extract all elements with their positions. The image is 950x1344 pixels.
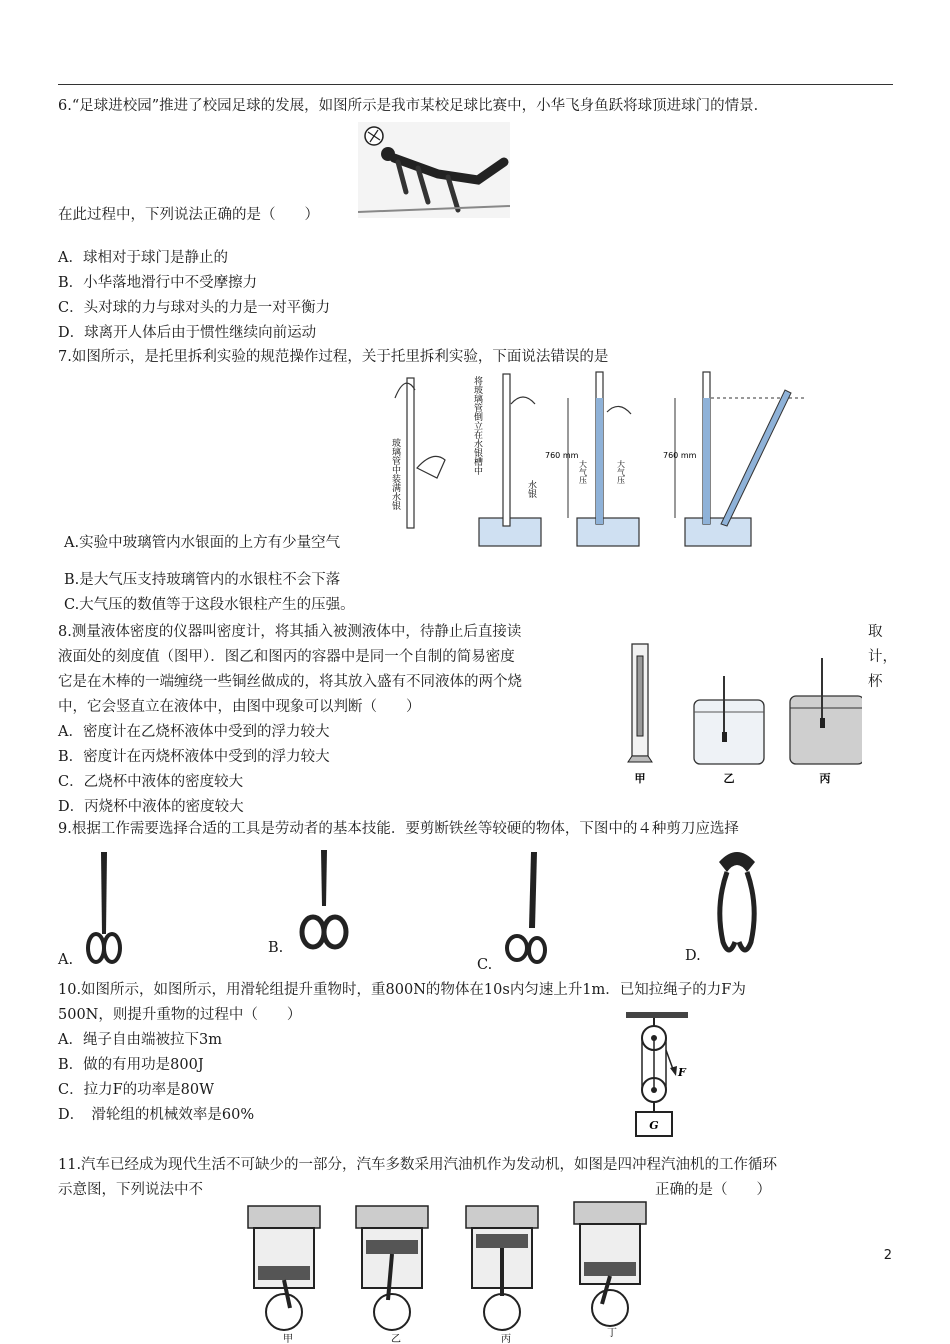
label-bing: 丙 <box>819 772 831 785</box>
q9-stem: 9.根据工作需要选择合适的工具是劳动者的基本技能．要剪断铁丝等较硬的物体，下图中的４种剪刀应选择 <box>58 821 739 837</box>
label-760b: 760 mm <box>663 451 697 460</box>
q10-pulley-figure <box>622 1010 694 1140</box>
q10-option-d: D． 滑轮组的机械效率是60% <box>58 1107 255 1123</box>
q9-label-b: B. <box>268 940 284 956</box>
q9-label-d: D. <box>685 948 701 964</box>
q7-torricelli-figure <box>385 368 815 552</box>
q6-stem2: 在此过程中，下列说法正确的是（ ） <box>58 207 319 223</box>
q8-line3: 它是在木棒的一端缠绕一些铜丝做成的，将其放入盛有不同液体的两个烧 <box>58 674 522 690</box>
label-yi: 乙 <box>391 1334 401 1344</box>
q10-option-a: A．绳子自由端被拉下3m <box>58 1032 222 1048</box>
q10-option-b: B．做的有用功是800J <box>58 1057 204 1073</box>
q10-option-c: C．拉力F的功率是80W <box>58 1082 215 1098</box>
engine-icon <box>466 1206 538 1330</box>
label-atm: 大气压 <box>578 460 588 484</box>
q7-option-a: A.实验中玻璃管内水银面的上方有少量空气 <box>64 535 341 551</box>
q8-line3-end: 杯 <box>868 674 883 690</box>
q11-line2a: 示意图，下列说法中不 <box>58 1182 203 1198</box>
q6-option-d: D．球离开人体后由于惯性继续向前运动 <box>58 325 317 341</box>
hand-icon <box>417 456 445 478</box>
q7-option-c: C.大气压的数值等于这段水银柱产生的压强。 <box>64 597 355 613</box>
label-hg: 水银 <box>526 480 536 498</box>
q8-hydrometer-figure <box>622 636 862 786</box>
scissors-icon-a <box>82 850 126 966</box>
engine-icon <box>248 1206 320 1330</box>
q8-line1-end: 取 <box>868 624 883 640</box>
label-yi: 乙 <box>723 772 735 785</box>
q10-line2: 500N，则提升重物的过程中（ ） <box>58 1007 302 1023</box>
q8-option-b: B．密度计在丙烧杯液体中受到的浮力较大 <box>58 749 330 765</box>
q7-stem: 7.如图所示，是托里拆利实验的规范操作过程，关于托里拆利实验，下面说法错误的是 <box>58 349 609 365</box>
engine-icon <box>574 1202 646 1326</box>
label-G: G <box>649 1119 659 1132</box>
q11-engine-figure <box>240 1196 650 1344</box>
scissors-icon-c <box>503 850 549 966</box>
q8-option-a: A．密度计在乙烧杯液体中受到的浮力较大 <box>58 724 330 740</box>
q6-soccer-figure <box>358 122 510 218</box>
q11-line1: 11.汽车已经成为现代生活不可缺少的一部分，汽车多数采用汽油机作为发动机，如图是四冲程汽油机的工作循环 <box>58 1157 778 1173</box>
q8-option-c: C．乙烧杯中液体的密度较大 <box>58 774 244 790</box>
label-bing: 丙 <box>501 1334 511 1344</box>
q6-stem: 6.“足球进校园”推进了校园足球的发展，如图所示是我市某校足球比赛中，小华飞身鱼跃将球顶进球门的情景． <box>58 98 769 114</box>
label-2: 将玻璃管倒立在水银槽中 <box>472 376 482 475</box>
label-760a: 760 mm <box>545 451 579 460</box>
q11-line2b: 正确的是（ ） <box>655 1182 771 1198</box>
q8-line2: 液面处的刻度值（图甲）．图乙和图丙的容器中是同一个自制的简易密度 <box>58 649 515 665</box>
q9-label-a: A. <box>58 952 74 968</box>
label-jia: 甲 <box>283 1334 293 1344</box>
q6-option-a: A．球相对于球门是静止的 <box>58 250 228 266</box>
page-number: 2 <box>883 1248 892 1263</box>
label-1: 玻璃管中装满水银 <box>390 438 400 510</box>
engine-icon <box>356 1206 428 1330</box>
q8-line2-end: 计， <box>868 649 897 665</box>
q10-line1: 10.如图所示，如图所示，用滑轮组提升重物时，重800N的物体在10s内匀速上升1m．已知拉绳子的力F为 <box>58 982 746 998</box>
q6-option-b: B．小华落地滑行中不受摩擦力 <box>58 275 258 291</box>
label-jia: 甲 <box>634 772 646 785</box>
label-F: F <box>678 1066 686 1079</box>
hand-icon <box>607 406 631 414</box>
q8-line4: 中，它会竖直立在液体中，由图中现象可以判断（ ） <box>58 699 421 715</box>
pliers-icon-d <box>711 846 763 964</box>
q9-label-c: C. <box>477 957 493 973</box>
q8-line1: 8.测量液体密度的仪器叫密度计，将其插入被测液体中，待静止后直接读 <box>58 624 522 640</box>
q8-option-d: D．丙烧杯中液体的密度较大 <box>58 799 244 815</box>
hand-icon <box>511 397 535 404</box>
scissors-icon-b <box>298 848 350 952</box>
label-ding: 丁 <box>607 1328 617 1339</box>
q7-option-b: B.是大气压支持玻璃管内的水银柱不会下落 <box>64 572 341 588</box>
label-atm2: 大气压 <box>616 460 626 484</box>
q6-option-c: C．头对球的力与球对头的力是一对平衡力 <box>58 300 331 316</box>
header-rule <box>58 84 893 85</box>
